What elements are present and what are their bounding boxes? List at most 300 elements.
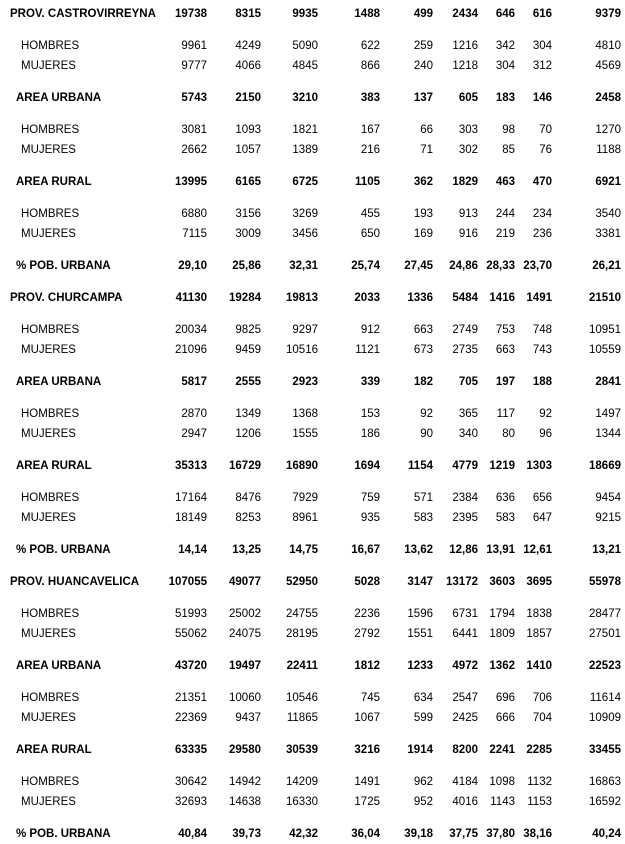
row-value: 55062 [175, 628, 207, 640]
row-value: 16890 [286, 460, 318, 472]
row-value: 244 [495, 208, 515, 220]
row-value: 1067 [354, 712, 380, 724]
row-value: 186 [360, 428, 380, 440]
row-value: 236 [532, 228, 552, 240]
row-value: 183 [495, 92, 515, 104]
row-value: 1596 [407, 608, 433, 620]
row-value: 622 [360, 40, 380, 52]
row-value: 90 [420, 428, 433, 440]
row-value: 3009 [235, 228, 261, 240]
table-row [10, 792, 625, 812]
row-value: 4569 [595, 60, 621, 72]
row-value: 107055 [168, 576, 207, 588]
row-value: 25,86 [232, 260, 261, 272]
row-value: 9215 [595, 512, 621, 524]
row-value: 866 [360, 60, 380, 72]
row-value: 33455 [589, 744, 621, 756]
table-row [10, 56, 625, 76]
row-value: 22411 [286, 660, 318, 672]
row-value: 117 [496, 408, 515, 420]
row-value: 2870 [181, 408, 207, 420]
row-value: 27,45 [404, 260, 433, 272]
row-value: 9777 [181, 60, 207, 72]
table-row [10, 688, 625, 708]
row-value: 1270 [595, 124, 621, 136]
row-value: 10951 [589, 324, 621, 336]
row-value: 7929 [292, 492, 318, 504]
row-value: 80 [502, 428, 515, 440]
row-value: 1491 [526, 292, 552, 304]
row-value: 10559 [589, 344, 621, 356]
row-value: 7115 [182, 228, 207, 240]
row-value: 1121 [355, 344, 380, 356]
row-value: 32693 [175, 796, 207, 808]
row-value: 339 [360, 376, 380, 388]
row-value: 759 [360, 492, 380, 504]
row-value: 3269 [292, 208, 318, 220]
row-value: 9454 [595, 492, 621, 504]
row-value: 4249 [235, 40, 261, 52]
row-value: 340 [458, 428, 478, 440]
row-value: 1809 [489, 628, 515, 640]
row-label: MUJERES [21, 428, 76, 440]
row-value: 4779 [452, 460, 478, 472]
row-value: 11865 [286, 712, 318, 724]
row-value: 743 [532, 344, 552, 356]
row-value: 216 [360, 144, 380, 156]
row-value: 182 [413, 376, 433, 388]
row-value: 13,62 [404, 544, 433, 556]
row-value: 234 [532, 208, 552, 220]
row-value: 1794 [489, 608, 515, 620]
row-value: 1551 [407, 628, 433, 640]
row-label: HOMBRES [21, 608, 80, 620]
table-row [10, 824, 625, 844]
row-value: 39,73 [232, 828, 261, 840]
row-value: 26,21 [592, 260, 621, 272]
row-value: 3156 [235, 208, 261, 220]
row-value: 42,32 [289, 828, 318, 840]
row-value: 40,24 [592, 828, 621, 840]
row-value: 22369 [175, 712, 207, 724]
row-value: 11614 [589, 692, 621, 704]
row-value: 4016 [452, 796, 478, 808]
row-label: AREA RURAL [16, 744, 92, 756]
row-value: 8200 [452, 744, 478, 756]
row-value: 1154 [408, 460, 433, 472]
table-row [10, 740, 625, 760]
table-row [10, 120, 625, 140]
row-value: 3210 [292, 92, 318, 104]
table-row [10, 88, 625, 108]
row-value: 499 [413, 8, 433, 20]
row-value: 1368 [292, 408, 318, 420]
row-value: 8253 [235, 512, 261, 524]
row-value: 6441 [452, 628, 478, 640]
row-value: 28195 [286, 628, 318, 640]
row-value: 365 [458, 408, 478, 420]
row-value: 696 [495, 692, 515, 704]
row-value: 5817 [181, 376, 207, 388]
row-value: 1349 [235, 408, 261, 420]
row-value: 1416 [489, 292, 515, 304]
row-value: 13,91 [486, 544, 515, 556]
row-value: 599 [413, 712, 433, 724]
row-value: 304 [495, 60, 515, 72]
row-label: HOMBRES [21, 324, 80, 336]
row-value: 16,67 [351, 544, 380, 556]
row-value: 1233 [407, 660, 433, 672]
row-value: 3381 [595, 228, 621, 240]
row-value: 9459 [235, 344, 261, 356]
row-value: 6880 [181, 208, 207, 220]
row-value: 952 [413, 796, 433, 808]
row-value: 5090 [292, 40, 318, 52]
row-value: 636 [495, 492, 515, 504]
row-value: 43720 [175, 660, 207, 672]
row-value: 1838 [526, 608, 552, 620]
row-label: MUJERES [21, 628, 76, 640]
row-value: 9297 [292, 324, 318, 336]
row-value: 6165 [235, 176, 261, 188]
row-label: AREA URBANA [16, 92, 102, 104]
row-value: 76 [539, 144, 552, 156]
table-row [10, 204, 625, 224]
row-value: 704 [532, 712, 552, 724]
row-label: PROV. CASTROVIRREYNA [10, 8, 156, 20]
row-value: 647 [532, 512, 552, 524]
row-value: 92 [420, 408, 433, 420]
row-value: 1488 [354, 8, 380, 20]
row-value: 66 [420, 124, 433, 136]
row-value: 455 [360, 208, 380, 220]
row-value: 14638 [229, 796, 261, 808]
row-value: 302 [458, 144, 478, 156]
row-value: 8961 [292, 512, 318, 524]
table-row [10, 256, 625, 276]
row-value: 2662 [181, 144, 207, 156]
row-label: MUJERES [21, 228, 76, 240]
row-value: 24755 [286, 608, 318, 620]
row-value: 1812 [354, 660, 380, 672]
row-value: 193 [413, 208, 433, 220]
row-value: 23,70 [523, 260, 552, 272]
row-value: 2150 [235, 92, 261, 104]
row-value: 12,61 [523, 544, 552, 556]
table-row [10, 404, 625, 424]
row-value: 52950 [286, 576, 318, 588]
row-value: 748 [532, 324, 552, 336]
row-value: 13995 [175, 176, 207, 188]
row-value: 470 [532, 176, 552, 188]
row-value: 2555 [235, 376, 261, 388]
row-value: 1914 [407, 744, 433, 756]
table-row [10, 4, 625, 24]
row-value: 663 [413, 324, 433, 336]
row-value: 4972 [452, 660, 478, 672]
row-value: 705 [458, 376, 478, 388]
row-value: 463 [495, 176, 515, 188]
row-value: 3216 [354, 744, 380, 756]
row-value: 2923 [292, 376, 318, 388]
row-value: 1057 [235, 144, 261, 156]
row-value: 304 [532, 40, 552, 52]
row-value: 38,16 [523, 828, 552, 840]
row-value: 571 [413, 492, 433, 504]
row-value: 10909 [589, 712, 621, 724]
row-value: 2285 [526, 744, 552, 756]
row-value: 605 [458, 92, 478, 104]
row-value: 19497 [229, 660, 261, 672]
row-label: AREA URBANA [16, 660, 102, 672]
row-value: 2458 [595, 92, 621, 104]
row-value: 71 [420, 144, 433, 156]
table-row [10, 340, 625, 360]
row-label: HOMBRES [21, 124, 80, 136]
row-value: 3540 [595, 208, 621, 220]
table-row [10, 508, 625, 528]
row-value: 137 [413, 92, 433, 104]
row-value: 1857 [526, 628, 552, 640]
row-value: 10516 [286, 344, 318, 356]
row-value: 4810 [595, 40, 621, 52]
row-value: 9379 [595, 8, 621, 20]
row-value: 753 [495, 324, 515, 336]
row-value: 51993 [175, 608, 207, 620]
row-value: 4845 [292, 60, 318, 72]
row-value: 98 [502, 124, 515, 136]
row-value: 36,04 [351, 828, 380, 840]
row-value: 916 [458, 228, 478, 240]
row-value: 706 [532, 692, 552, 704]
row-value: 63335 [175, 744, 207, 756]
table-row [10, 624, 625, 644]
row-value: 1336 [407, 292, 433, 304]
row-value: 30642 [175, 776, 207, 788]
row-value: 6731 [452, 608, 478, 620]
row-label: HOMBRES [21, 492, 80, 504]
row-value: 240 [413, 60, 433, 72]
row-value: 1105 [355, 176, 380, 188]
row-label: HOMBRES [21, 208, 80, 220]
row-value: 1219 [489, 460, 515, 472]
row-value: 14,75 [289, 544, 318, 556]
row-value: 1344 [595, 428, 621, 440]
row-value: 656 [532, 492, 552, 504]
row-value: 30539 [286, 744, 318, 756]
row-value: 2434 [452, 8, 478, 20]
row-value: 55978 [589, 576, 621, 588]
row-label: HOMBRES [21, 776, 80, 788]
row-value: 9437 [235, 712, 261, 724]
row-value: 1216 [452, 40, 478, 52]
table-row [10, 172, 625, 192]
row-value: 92 [539, 408, 552, 420]
row-label: MUJERES [21, 144, 76, 156]
row-value: 18669 [589, 460, 621, 472]
row-value: 4184 [452, 776, 478, 788]
row-value: 16330 [286, 796, 318, 808]
row-value: 303 [458, 124, 478, 136]
row-label: HOMBRES [21, 408, 80, 420]
row-value: 14942 [229, 776, 261, 788]
table-row [10, 320, 625, 340]
row-value: 1093 [235, 124, 261, 136]
row-value: 962 [413, 776, 433, 788]
row-value: 20034 [175, 324, 207, 336]
row-value: 40,84 [178, 828, 207, 840]
row-value: 22523 [589, 660, 621, 672]
row-value: 935 [360, 512, 380, 524]
row-value: 383 [360, 92, 380, 104]
row-value: 13,21 [592, 544, 621, 556]
row-label: MUJERES [21, 512, 76, 524]
row-value: 188 [532, 376, 552, 388]
row-value: 1389 [292, 144, 318, 156]
row-value: 19738 [175, 8, 207, 20]
row-value: 27501 [589, 628, 621, 640]
row-value: 362 [413, 176, 433, 188]
row-value: 2841 [595, 376, 621, 388]
row-value: 1410 [526, 660, 552, 672]
row-value: 24075 [229, 628, 261, 640]
row-value: 1362 [489, 660, 515, 672]
table-row [10, 140, 625, 160]
row-label: AREA RURAL [16, 460, 92, 472]
row-value: 663 [495, 344, 515, 356]
row-value: 41130 [175, 292, 207, 304]
row-value: 583 [495, 512, 515, 524]
row-value: 28,33 [486, 260, 515, 272]
row-value: 9935 [292, 8, 318, 20]
row-value: 1303 [526, 460, 552, 472]
row-value: 153 [360, 408, 380, 420]
row-value: 6921 [595, 176, 621, 188]
row-value: 146 [532, 92, 552, 104]
row-value: 2236 [354, 608, 380, 620]
row-value: 13172 [446, 576, 478, 588]
row-value: 19284 [229, 292, 261, 304]
row-label: % POB. URBANA [16, 260, 111, 272]
row-value: 37,80 [486, 828, 515, 840]
row-value: 2735 [452, 344, 478, 356]
row-value: 21510 [589, 292, 621, 304]
row-label: MUJERES [21, 796, 76, 808]
row-value: 167 [360, 124, 380, 136]
table-row [10, 708, 625, 728]
row-value: 650 [360, 228, 380, 240]
table-row [10, 456, 625, 476]
row-label: MUJERES [21, 712, 76, 724]
row-value: 10060 [229, 692, 261, 704]
row-value: 3147 [407, 576, 433, 588]
row-value: 1206 [235, 428, 261, 440]
row-value: 3456 [292, 228, 318, 240]
row-value: 17164 [175, 492, 207, 504]
row-value: 9825 [235, 324, 261, 336]
row-value: 2395 [452, 512, 478, 524]
row-value: 634 [413, 692, 433, 704]
row-value: 85 [502, 144, 515, 156]
table-row [10, 424, 625, 444]
row-label: AREA URBANA [16, 376, 102, 388]
row-value: 16863 [589, 776, 621, 788]
table-row [10, 656, 625, 676]
row-value: 5028 [354, 576, 380, 588]
row-value: 646 [495, 8, 515, 20]
row-value: 1218 [452, 60, 478, 72]
row-value: 1098 [489, 776, 515, 788]
row-value: 5484 [452, 292, 478, 304]
row-value: 2792 [354, 628, 380, 640]
row-value: 21351 [175, 692, 207, 704]
row-value: 913 [458, 208, 478, 220]
row-label: % POB. URBANA [16, 544, 111, 556]
row-value: 312 [532, 60, 552, 72]
row-value: 32,31 [289, 260, 318, 272]
row-value: 3603 [489, 576, 515, 588]
row-value: 1829 [452, 176, 478, 188]
row-value: 14209 [286, 776, 318, 788]
row-value: 8476 [235, 492, 261, 504]
row-value: 13,25 [232, 544, 261, 556]
row-value: 169 [413, 228, 433, 240]
row-value: 1132 [527, 776, 552, 788]
row-value: 49077 [229, 576, 261, 588]
row-label: PROV. CHURCAMPA [10, 292, 123, 304]
row-value: 1555 [292, 428, 318, 440]
table-row [10, 372, 625, 392]
row-value: 219 [495, 228, 515, 240]
row-value: 35313 [175, 460, 207, 472]
row-value: 37,75 [449, 828, 478, 840]
row-label: HOMBRES [21, 40, 80, 52]
row-value: 673 [413, 344, 433, 356]
row-value: 197 [495, 376, 515, 388]
row-value: 18149 [175, 512, 207, 524]
table-row [10, 772, 625, 792]
row-value: 2241 [489, 744, 515, 756]
row-value: 12,86 [449, 544, 478, 556]
row-value: 583 [413, 512, 433, 524]
row-value: 16592 [589, 796, 621, 808]
row-label: HOMBRES [21, 692, 80, 704]
row-value: 70 [539, 124, 552, 136]
row-value: 666 [495, 712, 515, 724]
row-label: MUJERES [21, 60, 76, 72]
row-value: 1821 [292, 124, 318, 136]
row-value: 21096 [175, 344, 207, 356]
table-row [10, 604, 625, 624]
row-value: 259 [413, 40, 433, 52]
row-value: 9961 [181, 40, 207, 52]
row-value: 2749 [452, 324, 478, 336]
row-value: 912 [360, 324, 380, 336]
row-value: 616 [532, 8, 552, 20]
row-value: 28477 [589, 608, 621, 620]
row-value: 745 [360, 692, 380, 704]
row-value: 5743 [181, 92, 207, 104]
row-value: 1497 [595, 408, 621, 420]
row-value: 96 [539, 428, 552, 440]
row-value: 1491 [354, 776, 380, 788]
row-value: 25,74 [351, 260, 380, 272]
row-value: 24,86 [449, 260, 478, 272]
row-value: 29,10 [178, 260, 207, 272]
table-row [10, 488, 625, 508]
table-row [10, 572, 625, 592]
row-value: 14,14 [178, 544, 207, 556]
